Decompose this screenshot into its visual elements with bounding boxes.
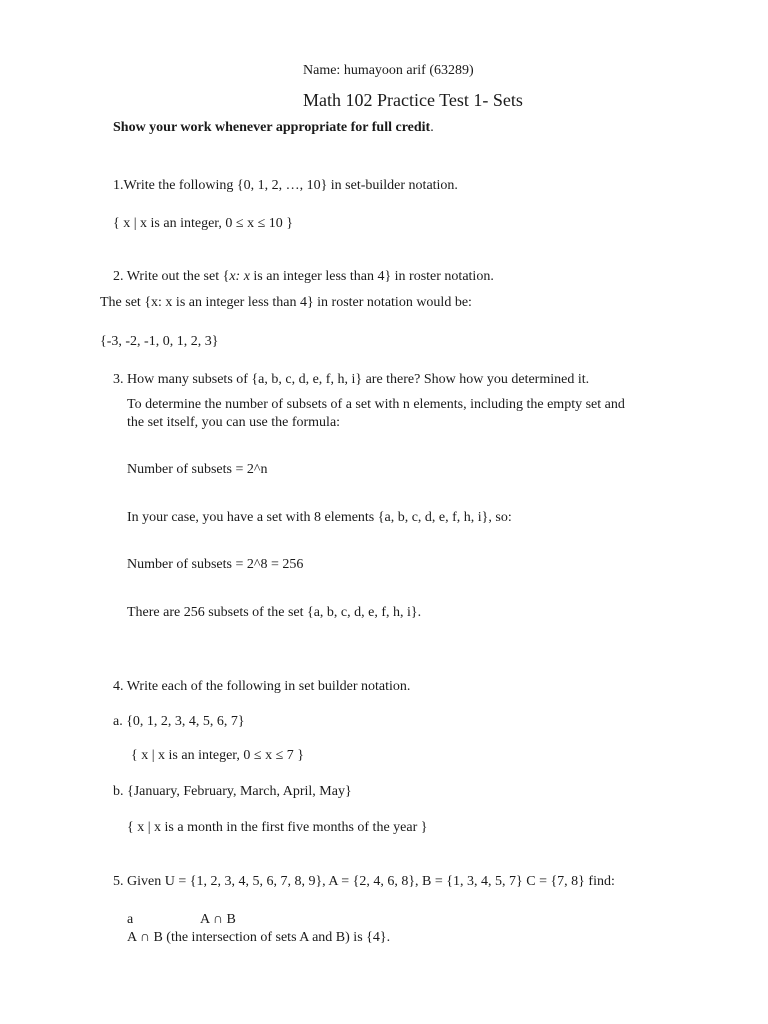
- answer-3-conclusion: There are 256 subsets of the set {a, b, c, d, e, f, h, i}.: [127, 605, 422, 620]
- question-4: 4. Write each of the following in set builder notation.: [113, 679, 411, 694]
- question-3: 3. How many subsets of {a, b, c, d, e, f, h, i} are there? Show how you determined it.: [113, 372, 590, 387]
- question-2-part-a: 2. Write out the set {: [113, 269, 230, 284]
- question-5-part-a-expression: A ∩ B: [200, 912, 236, 927]
- answer-3-explain-2: the set itself, you can use the formula:: [127, 415, 341, 430]
- student-name: Name: humayoon arif (63289): [303, 63, 474, 78]
- answer-3-formula: Number of subsets = 2^n: [127, 462, 268, 477]
- answer-4-part-a: { x | x is an integer, 0 ≤ x ≤ 7 }: [131, 748, 304, 763]
- answer-3-explain-1: To determine the number of subsets of a set with n elements, including the empty set and: [127, 397, 625, 412]
- answer-3-case: In your case, you have a set with 8 elements {a, b, c, d, e, f, h, i}, so:: [127, 510, 512, 525]
- question-2: [113, 268, 494, 286]
- answer-3-computation: Number of subsets = 2^8 = 256: [127, 557, 304, 572]
- question-4-part-a: a. {0, 1, 2, 3, 4, 5, 6, 7}: [113, 714, 245, 729]
- question-1: 1.Write the following {0, 1, 2, …, 10} in set-builder notation.: [113, 178, 458, 193]
- answer-1: { x | x is an integer, 0 ≤ x ≤ 10 }: [113, 216, 293, 231]
- answer-5-part-a: A ∩ B (the intersection of sets A and B) is {4}.: [127, 930, 391, 945]
- question-2-variable: x: x: [229, 269, 250, 284]
- question-2-part-b: is an integer less than 4} in roster notation.: [249, 269, 494, 284]
- answer-2-intro: The set {x: x is an integer less than 4} in roster notation would be:: [100, 295, 472, 310]
- question-4-part-b: b. {January, February, March, April, May}: [113, 784, 352, 799]
- question-5: 5. Given U = {1, 2, 3, 4, 5, 6, 7, 8, 9}, A = {2, 4, 6, 8}, B = {1, 3, 4, 5, 7} C = {7, 8} find:: [113, 874, 615, 889]
- page-title: Math 102 Practice Test 1- Sets: [303, 90, 523, 110]
- question-5-part-a-letter: a: [127, 912, 134, 927]
- instructions-bold-text: Show your work whenever appropriate for full credit: [113, 120, 431, 135]
- answer-4-part-b: { x | x is a month in the first five months of the year }: [127, 820, 428, 835]
- instructions-end: .: [430, 120, 434, 135]
- answer-2: {-3, -2, -1, 0, 1, 2, 3}: [100, 334, 219, 349]
- instructions: [113, 119, 434, 137]
